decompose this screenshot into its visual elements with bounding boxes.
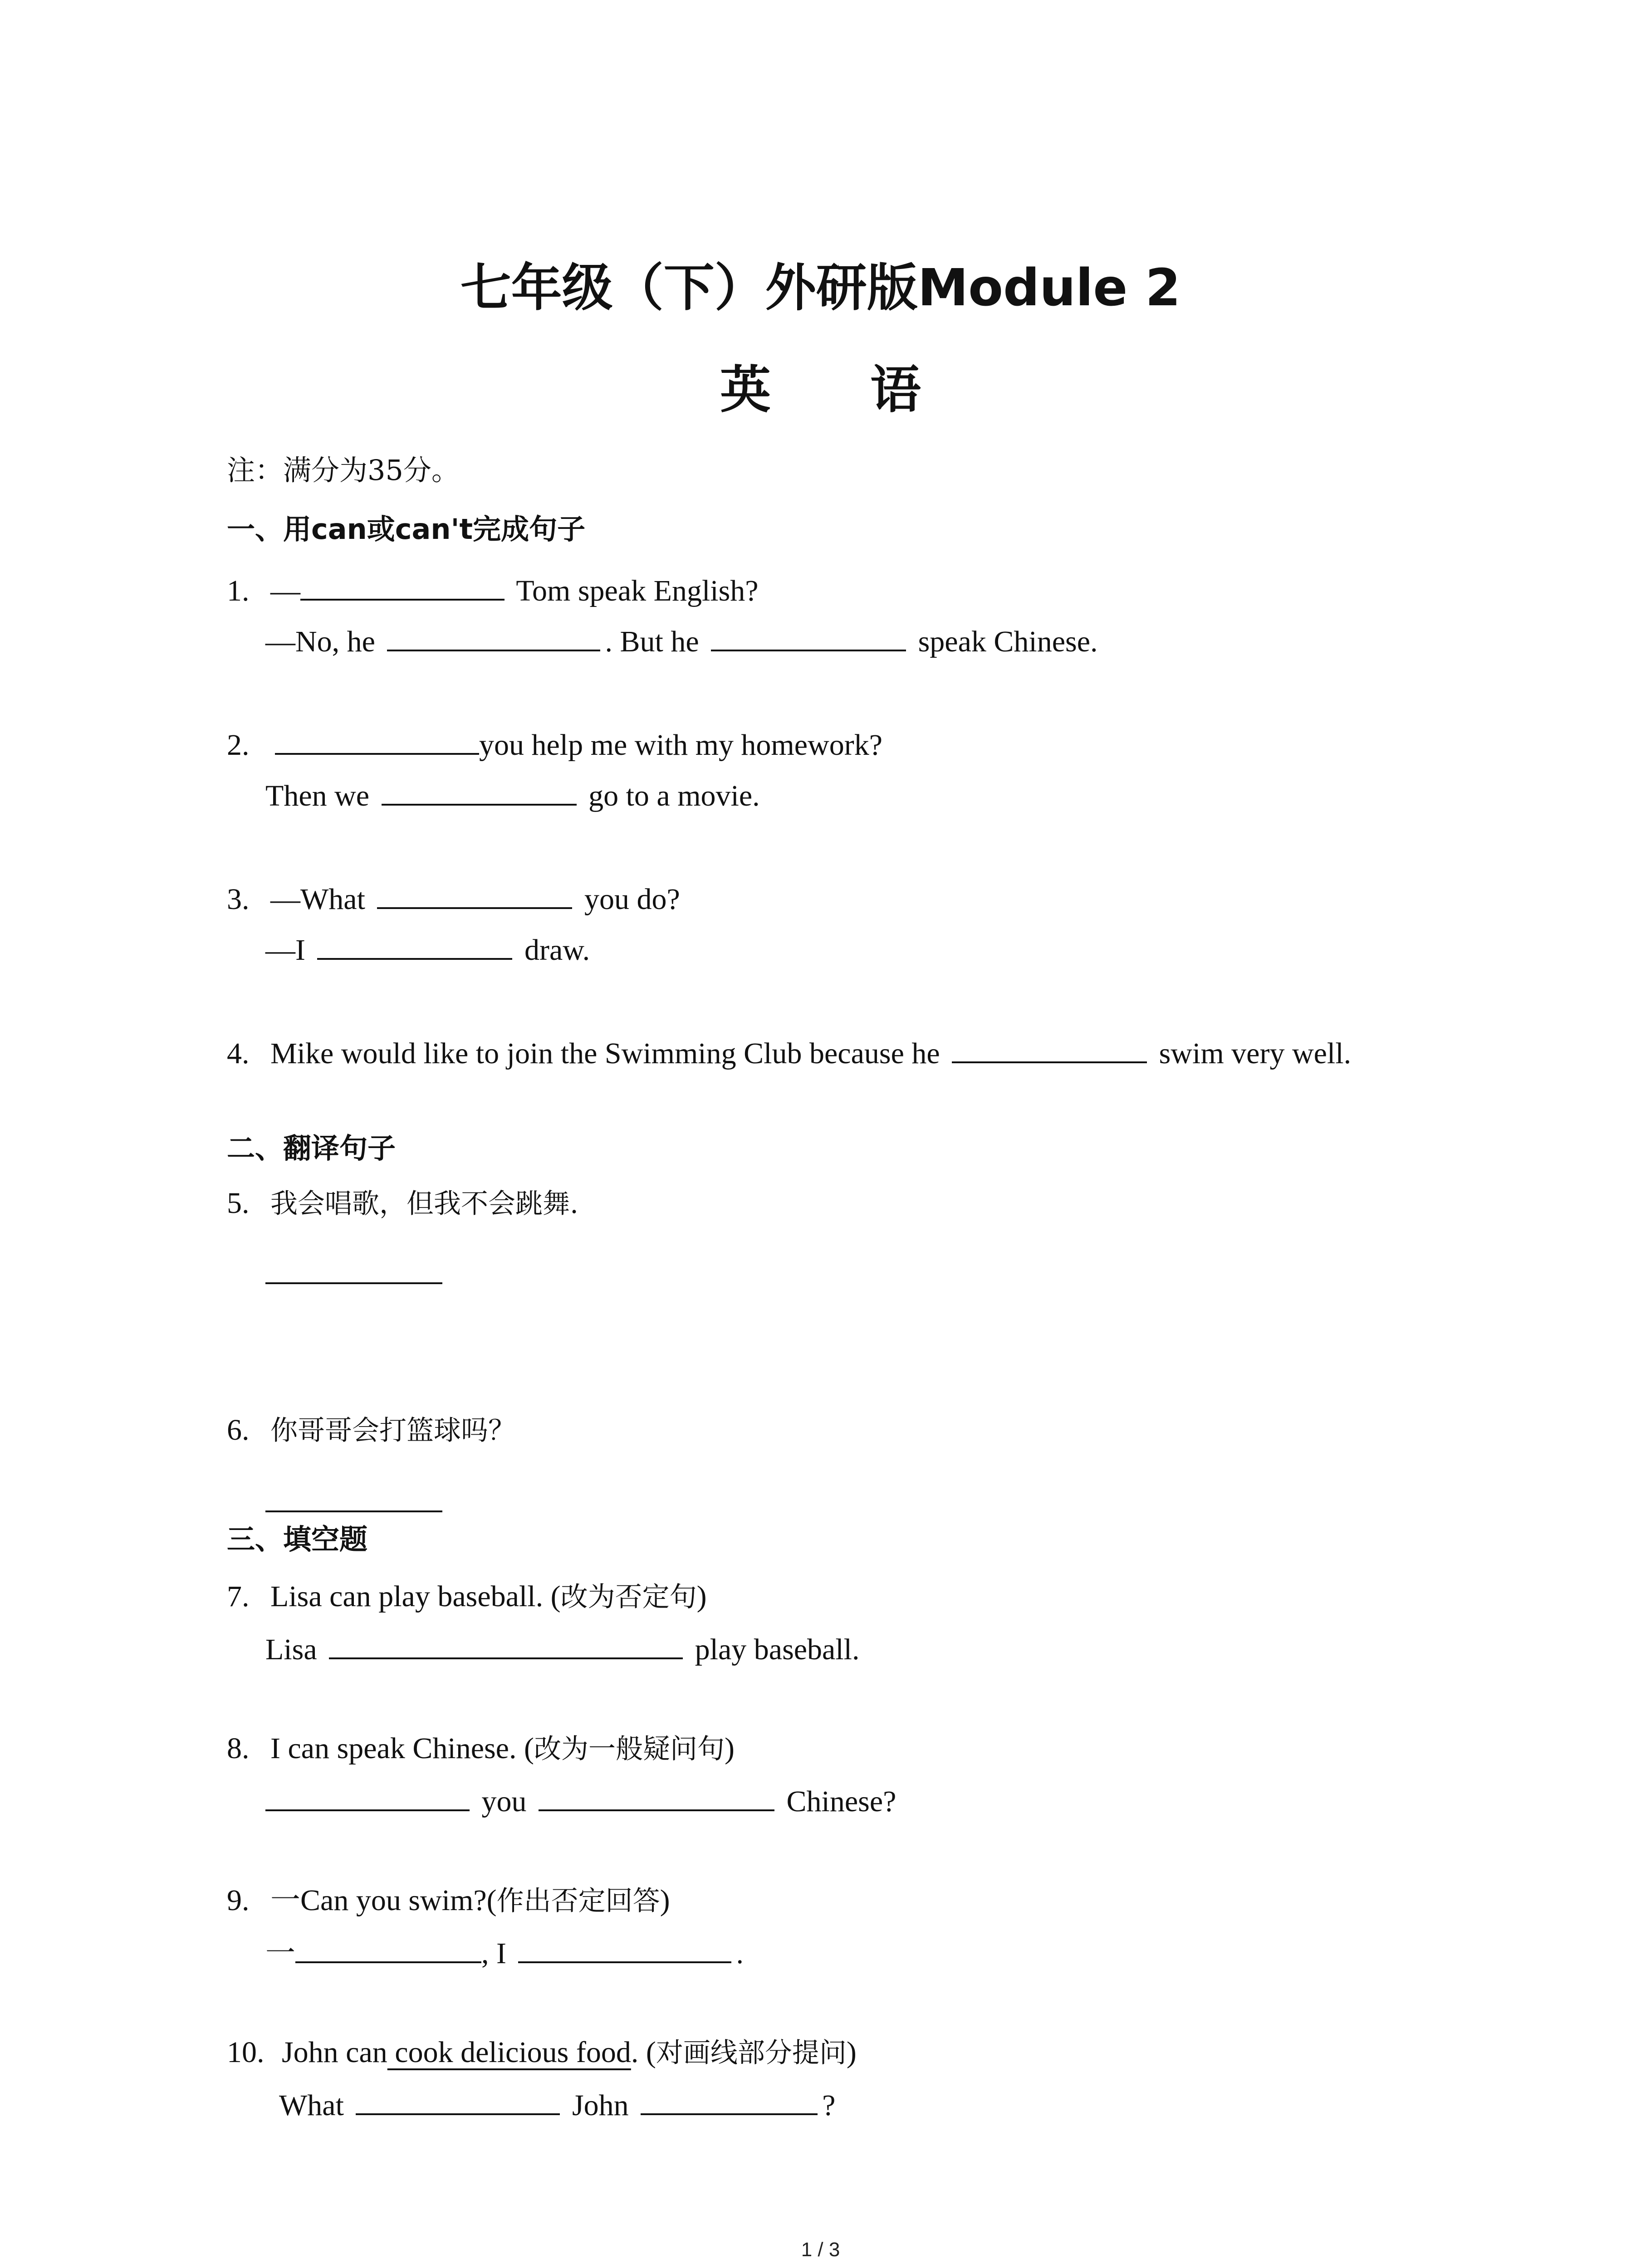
- question-6: 6. 你哥哥会打篮球吗？: [227, 1412, 515, 1448]
- question-number: 5.: [227, 1187, 250, 1220]
- question-10-line-2: What John ?: [279, 2085, 835, 2123]
- question-8-line-1: 8. I can speak Chinese. (改为一般疑问句): [227, 1730, 735, 1766]
- question-5: 5. 我会唱歌，但我不会跳舞.: [227, 1185, 578, 1221]
- question-2-line-1: 2. you help me with my homework?: [227, 725, 882, 763]
- answer-line[interactable]: [265, 1482, 442, 1512]
- question-3-line-2: —I draw.: [265, 930, 590, 968]
- answer-blank[interactable]: [377, 879, 572, 909]
- answer-blank[interactable]: [300, 571, 505, 601]
- answer-blank[interactable]: [518, 1933, 731, 1963]
- question-number: 3.: [227, 883, 250, 916]
- question-8-line-2: you Chinese?: [265, 1781, 896, 1819]
- underlined-phrase: cook delicious food: [387, 2036, 631, 2069]
- answer-blank[interactable]: [711, 621, 906, 651]
- page-number: 1 / 3: [801, 2239, 840, 2261]
- answer-blank[interactable]: [387, 621, 600, 651]
- section-1-heading: 一、用can或can't完成句子: [227, 513, 586, 546]
- question-1-line-1: 1. — Tom speak English?: [227, 571, 759, 609]
- question-9-line-1: 9. 一Can you swim?(作出否定回答): [227, 1882, 670, 1918]
- question-1-line-2: —No, he . But he speak Chinese.: [265, 621, 1098, 660]
- question-number: 2.: [227, 728, 250, 762]
- answer-blank[interactable]: [329, 1629, 683, 1659]
- question-7-line-2: Lisa play baseball.: [265, 1629, 860, 1667]
- question-9-line-2: 一 , I .: [265, 1933, 744, 1971]
- answer-blank[interactable]: [539, 1781, 774, 1811]
- question-10-line-1: 10. John can cook delicious food. (对画线部分提问): [227, 2034, 857, 2070]
- question-number: 9.: [227, 1884, 250, 1917]
- answer-blank[interactable]: [317, 930, 512, 960]
- question-number: 8.: [227, 1732, 250, 1765]
- answer-blank[interactable]: [952, 1033, 1147, 1063]
- question-number: 6.: [227, 1413, 250, 1447]
- question-number: 4.: [227, 1037, 250, 1070]
- answer-blank[interactable]: [356, 2085, 560, 2115]
- answer-blank[interactable]: [641, 2085, 818, 2115]
- question-3-line-1: 3. —What you do?: [227, 879, 680, 917]
- question-number: 1.: [227, 574, 250, 607]
- section-2-heading: 二、翻译句子: [227, 1132, 396, 1165]
- question-number: 7.: [227, 1580, 250, 1613]
- question-number: 10.: [227, 2036, 265, 2069]
- page-title: 七年级（下）外研版Module 2: [460, 259, 1181, 318]
- score-note: 注：满分为35分。: [227, 454, 460, 487]
- answer-blank[interactable]: [275, 725, 479, 755]
- question-7-line-1: 7. Lisa can play baseball. (改为否定句): [227, 1579, 707, 1614]
- question-4: 4. Mike would like to join the Swimming Club because he swim very well.: [227, 1033, 1351, 1071]
- answer-line[interactable]: [265, 1254, 442, 1284]
- answer-blank[interactable]: [382, 776, 577, 806]
- section-3-heading: 三、填空题: [227, 1523, 368, 1556]
- question-2-line-2: Then we go to a movie.: [265, 776, 760, 814]
- answer-blank[interactable]: [295, 1933, 481, 1963]
- page-subtitle: 英 语: [720, 361, 962, 420]
- answer-blank[interactable]: [265, 1781, 470, 1811]
